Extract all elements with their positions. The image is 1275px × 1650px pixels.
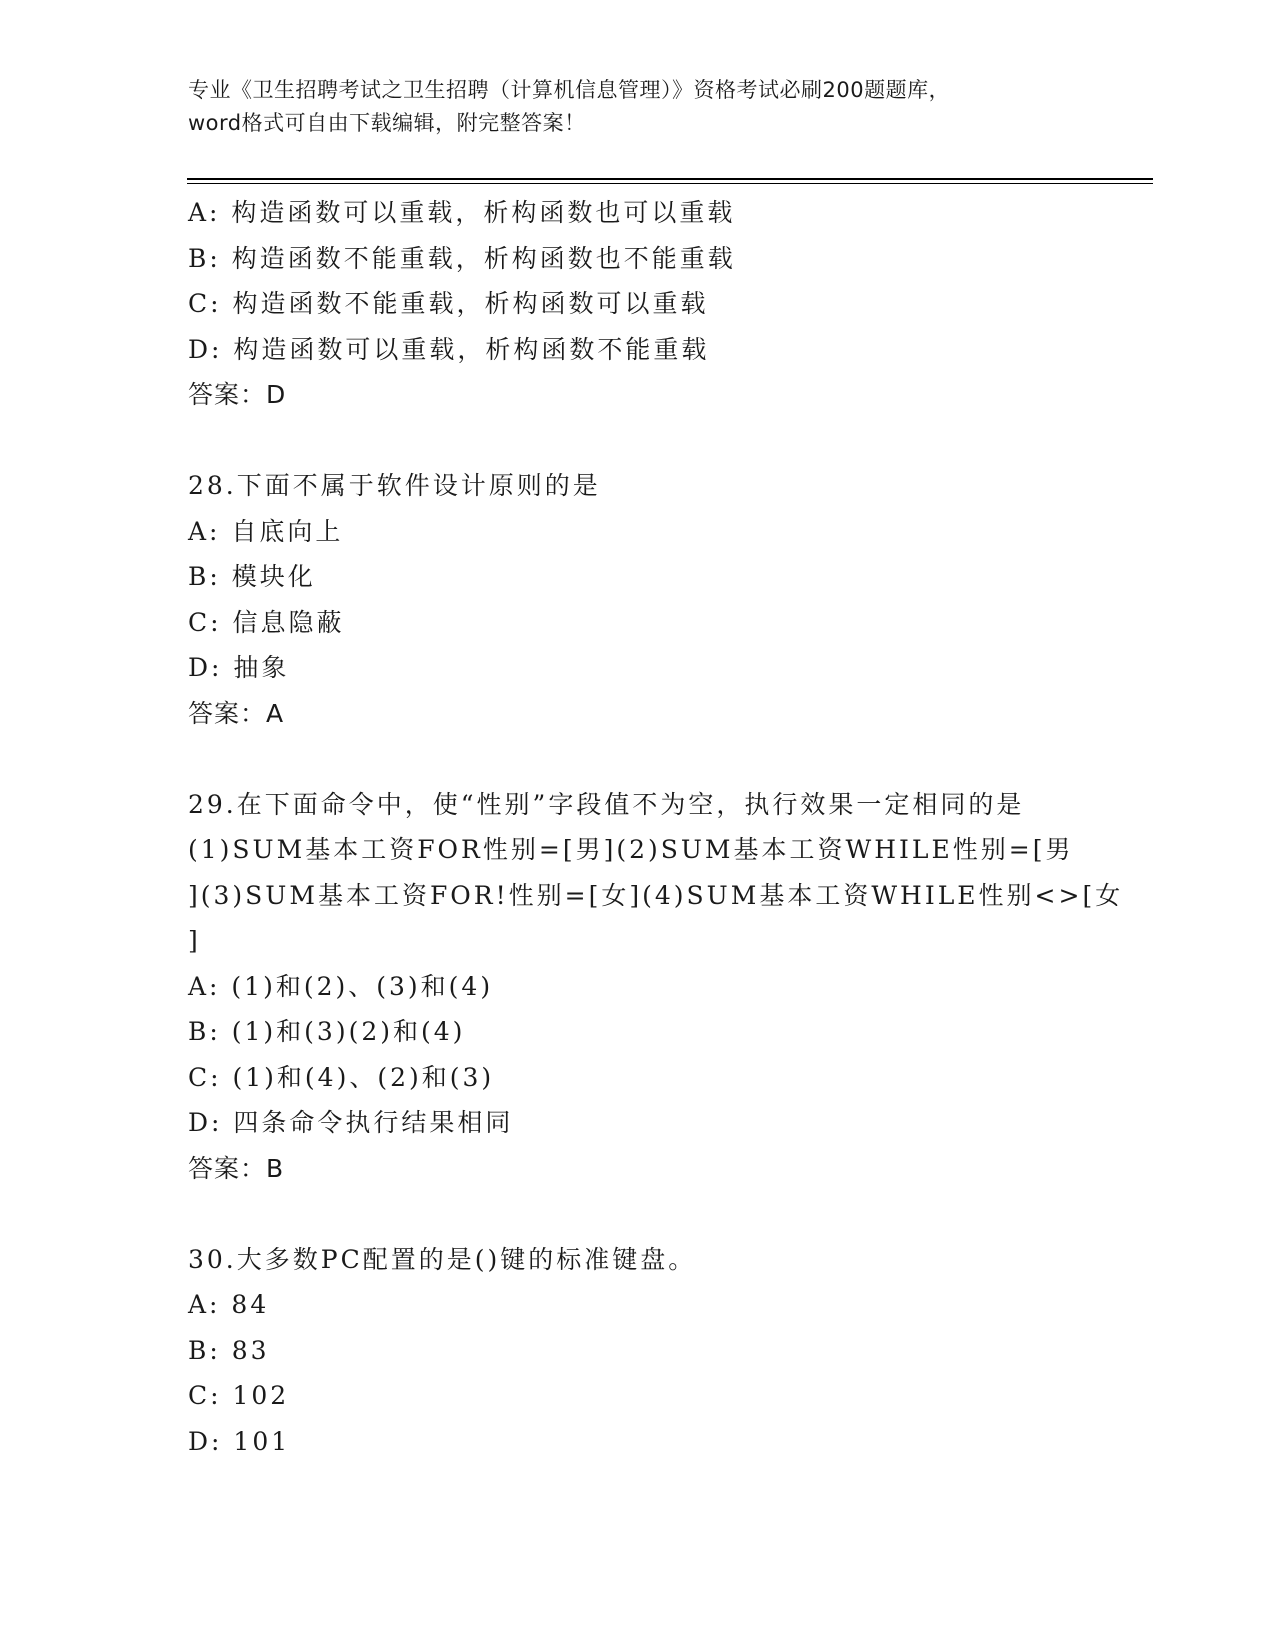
header-rule-thick [187, 178, 1153, 180]
q28-option-a: A: 自底向上 [188, 516, 344, 546]
q27-option-a: A: 构造函数可以重载，析构函数也可以重载 [188, 198, 736, 227]
header-rule-thin [187, 183, 1153, 184]
q30-option-c: C: 102 [188, 1381, 290, 1410]
spacer [188, 418, 1148, 464]
q29-question-line-4: ] [188, 926, 201, 955]
q29-question-line-3: ](3)SUM基本工资FOR!性别=[女](4)SUM基本工资WHILE性别<>[女 [188, 880, 1124, 910]
q29-question-line-2: (1)SUM基本工资FOR性别=[男](2)SUM基本工资WHILE性别=[男 [188, 835, 1074, 864]
header-line-1: 专业《卫生招聘考试之卫生招聘（计算机信息管理）》资格考试必刷200题题库， [188, 78, 951, 102]
q29-option-b: B: (1)和(3)(2)和(4) [188, 1017, 466, 1046]
q30-option-b: B: 83 [188, 1335, 270, 1365]
spacer [188, 1191, 1148, 1237]
spacer [188, 736, 1148, 782]
question-28 [188, 463, 1148, 736]
header-line-2: word格式可自由下载编辑，附完整答案！ [188, 111, 586, 135]
question-content [188, 190, 1148, 1464]
q28-option-d: D: 抽象 [188, 653, 290, 682]
document-header [188, 74, 1108, 140]
q27-option-b: B: 构造函数不能重载，析构函数也不能重载 [188, 243, 736, 273]
q28-answer: 答案：A [188, 698, 285, 728]
q29-question-line-1: 29.在下面命令中，使“性别”字段值不为空，执行效果一定相同的是 [188, 789, 1025, 819]
q27-option-c: C: 构造函数不能重载，析构函数可以重载 [188, 289, 709, 318]
q29-option-a: A: (1)和(2)、(3)和(4) [188, 971, 494, 1001]
q28-question: 28.下面不属于软件设计原则的是 [188, 471, 601, 500]
q27-option-d: D: 构造函数可以重载，析构函数不能重载 [188, 334, 710, 364]
q29-question [188, 782, 1148, 964]
q29-option-d: D: 四条命令执行结果相同 [188, 1108, 514, 1137]
q28-option-b: B: 模块化 [188, 562, 316, 591]
question-27 [188, 190, 1148, 418]
q29-option-c: C: (1)和(4)、(2)和(3) [188, 1062, 495, 1092]
q30-option-d: D: 101 [188, 1426, 291, 1456]
q27-answer: 答案：D [188, 380, 287, 409]
q30-option-a: A: 84 [188, 1290, 270, 1319]
q30-question: 30.大多数PC配置的是()键的标准键盘。 [188, 1244, 697, 1274]
question-30 [188, 1237, 1148, 1465]
question-29 [188, 782, 1148, 1192]
q29-answer: 答案：B [188, 1153, 285, 1183]
q28-option-c: C: 信息隐蔽 [188, 607, 345, 637]
